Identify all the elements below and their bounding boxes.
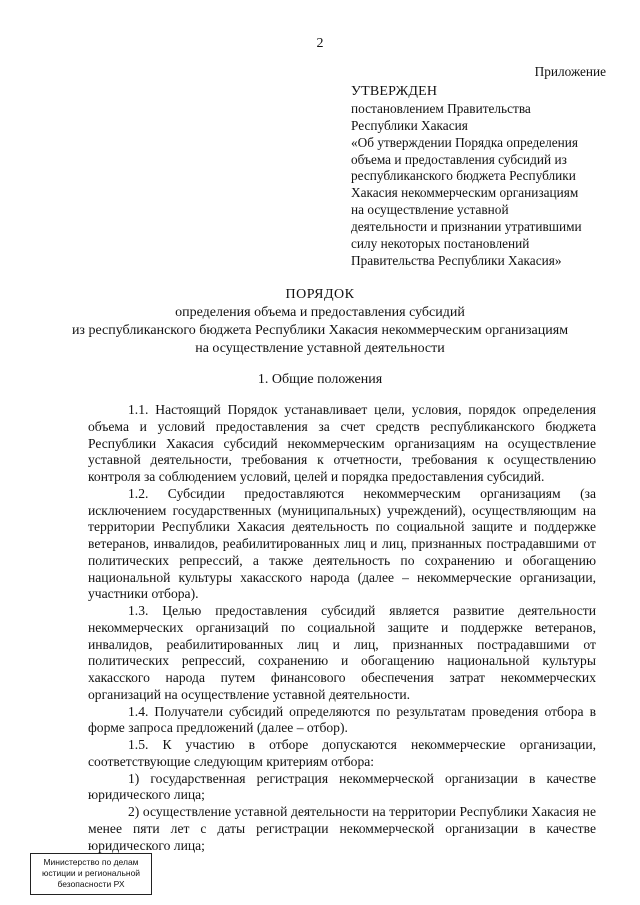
document-body (88, 402, 596, 854)
ministry-stamp (30, 853, 152, 895)
paragraph-1-1: 1.1. Настоящий Порядок устанавливает цели, условия, порядок определения объема и условий предоставления за счет средств республиканского бюджета Республики Хакасия субсидий некоммерческим организациям на осуществление уставной деятельности, требования к отчетности, требования к осуществлению контроля за соблюдением условий, целей и порядка предоставления субсидий. (88, 402, 596, 484)
stamp-line: юстиции и региональной (41, 868, 141, 878)
approval-line: постановлением Правительства (351, 100, 531, 116)
approval-block (351, 64, 606, 270)
criterion-1: 1) государственная регистрация некоммерческой организации в качестве юридического лица; (88, 770, 596, 803)
document-title-main: ПОРЯДОК (285, 287, 355, 302)
stamp-line: Министерство по делам (43, 857, 139, 867)
page-number: 2 (316, 36, 324, 51)
approval-line: республиканского бюджета Республики (351, 168, 576, 184)
approval-line: на осуществление уставной (351, 202, 509, 218)
document-title-line: на осуществление уставной деятельности (195, 341, 445, 356)
paragraph-1-3: 1.3. Целью предоставления субсидий является развитие деятельности некоммерческих организаций по социальной защите и поддержке ветеранов, инвалидов, реабилитированных лиц и лиц, признанных пострадавшими от политических репрессий, сохранению и обогащению национальной культуры хакасского народа путем финансового обеспечения затрат некоммерческих организаций на осуществление уставной деятельности. (88, 603, 596, 702)
appendix-label: Приложение (534, 64, 606, 79)
stamp-line: безопасности РХ (57, 879, 125, 889)
approval-line: объема и предоставления субсидий из (351, 151, 567, 167)
approval-line: Хакасия некоммерческим организациям (351, 185, 579, 201)
document-title-line: определения объема и предоставления субсидий (175, 305, 465, 320)
paragraph-1-2: 1.2. Субсидии предоставляются некоммерческим организациям (за исключением государственных (муниципальных) учреждений), осуществляющим на территории Республики Хакасия деятельность по социальной защите и поддержке ветеранов, инвалидов, реабилитированных лиц и лиц, признанных пострадавшими от политических репрессий, а также деятельность по сохранению и обогащению национальной культуры хакасского народа (далее – некоммерческие организации, участники отбора). (88, 485, 596, 602)
criterion-2: 2) осуществление уставной деятельности на территории Республики Хакасия не менее пяти лет с даты регистрации некоммерческой организации в качестве юридического лица; (88, 804, 596, 853)
paragraph-1-5: 1.5. К участию в отборе допускаются некоммерческие организации, соответствующие следующим критериям отбора: (88, 737, 596, 769)
paragraph-1-4: 1.4. Получатели субсидий определяются по результатам проведения отбора в форме запроса предложений (далее – отбор). (88, 703, 596, 736)
approval-line: силу некоторых постановлений (351, 236, 530, 252)
section-heading: 1. Общие положения (257, 372, 383, 387)
approval-line: Правительства Республики Хакасия» (351, 252, 562, 268)
approval-line: деятельности и признании утратившими (351, 219, 582, 235)
approval-line: Республики Хакасия (351, 117, 468, 133)
document-title-line: из республиканского бюджета Республики Хакасия некоммерческим организациям (71, 323, 569, 338)
approved-label: УТВЕРЖДЕН (351, 83, 438, 99)
approval-line: «Об утверждении Порядка определения (351, 134, 579, 150)
document-title (0, 286, 640, 358)
